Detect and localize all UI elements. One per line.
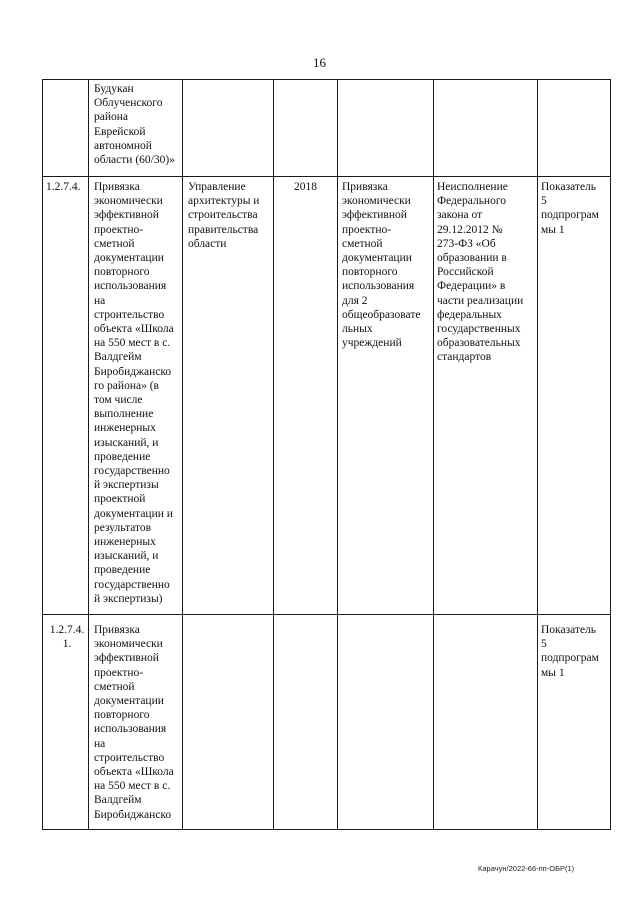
column-border — [88, 79, 89, 830]
table-bottom-border — [42, 829, 611, 830]
table-row-2-number: 1.2.7.4. 1. — [49, 624, 85, 651]
table-row-0-name: Будукан Облученского района Еврейской автономной области (60/30)» — [94, 83, 175, 167]
row-divider — [42, 176, 611, 177]
table-right-border — [610, 79, 611, 830]
table-row-2-name: Привязка экономически эффективной проектно- сметной документации повторного использования на строительство объекта «Школа на 550 мест в с. Валдгейм Биробиджанско — [94, 624, 174, 821]
column-border — [42, 79, 43, 830]
column-border — [182, 79, 183, 830]
table-row-2-indicator: Показатель 5 подпрограм мы 1 — [541, 624, 599, 679]
table-row-1-result: Привязка экономически эффективной проектно- сметной документации повторного использования для 2 общеобразовате льных учреждений — [342, 181, 421, 350]
table-row-1-year: 2018 — [294, 181, 317, 193]
row-divider — [42, 614, 611, 615]
document-footer-code: Карачун/2022-66-пп-ОБР(1) — [478, 864, 575, 873]
table-row-1-executor: Управление архитектуры и строительства правительства области — [188, 181, 260, 250]
table-row-1-number: 1.2.7.4. — [46, 181, 81, 193]
table-row-1-indicator: Показатель 5 подпрограм мы 1 — [541, 181, 599, 236]
table-row-1-name: Привязка экономически эффективной проектно- сметной документации повторного использования на строительство объекта «Школа на 550 мест в с. Валдгейм Биробиджанско го района» (в том числе выполнение инженерных изысканий, и проведение государственно й экспертизы проектной документации и результатов инженерных изысканий, и проведение государственно й экспертизы) — [94, 181, 174, 605]
page-number: 16 — [313, 55, 326, 70]
table-top-border — [42, 79, 611, 80]
table-row-1-consequence: Неисполнение Федерального закона от 29.12.2012 № 273-ФЗ «Об образовании в Российской Федерации» в части реализации федеральных государственных образовательных стандартов — [437, 181, 524, 364]
column-border — [337, 79, 338, 830]
column-border — [537, 79, 538, 830]
